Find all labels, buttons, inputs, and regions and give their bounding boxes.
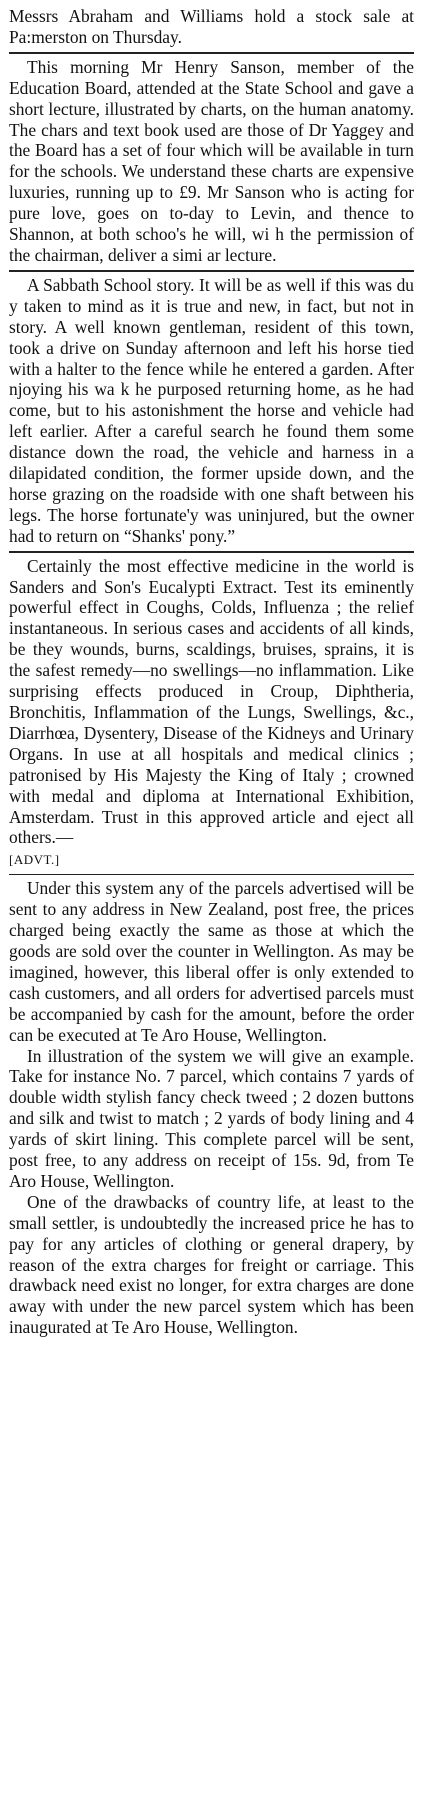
advert-text: Certainly the most effective medicine in the world is Sanders and Son's Eucalypti Extract. Test its eminently powerful effect in Coughs, Colds, Influenza ; the relief instantaneous. In serious cases and accidents of all kinds, be they wounds, burns, scaldings, bruises, sprains, it is the safest remedy—no swellings—no inflammation. Like surprising effects produced in Croup, Diphtheria, Bronchitis, Inflammation of the Lungs, Swellings, &c., Diarrhœa, Dysentery, Disease of the Kidneys and Urinary Organs. In use at all hospitals and medical clinics ; patronised by His Majesty the King of Italy ; crowned with medal and diploma at International Exhibition, Amsterdam. Trust in this approved article and eject all others.— [9,555,414,848]
paragraph-education-board: This morning Mr Henry Sanson, member of the Education Board, attended at the State School and gave a short lecture, illustrated by charts, on the human anatomy. The chars and text book used are those of Dr Yaggey and the Board has a set of four which will be available in turn for the schools. We understand these charts are expensive luxuries, running up to £9. Mr Sanson who is acting for pure love, goes on to-day to Levin, and thence to Shannon, at both schoo's he will, wi h the permission of the chairman, deliver a simi ar lecture. [9,56,414,265]
column-rule [9,270,414,272]
column-rule [9,551,414,553]
advert-tag: [ADVT.] [9,852,60,868]
paragraph-stock-sale: Messrs Abraham and Williams hold a stock sale at Pa:merston on Thursday. [9,6,414,47]
paragraph-parcels-system: Under this system any of the parcels advertised will be sent to any address in New Zealand, post free, the prices charged being exactly the same as those at which the goods are sold over the counter in Wellington. As may be imagined, however, this liberal offer is only extended to cash customers, and all orders for advertised parcels must be accompanied by cash for the amount, before the order can be executed at Te Aro House, Wellington. [9,878,414,1045]
paragraph-country-life: One of the drawbacks of country life, at least to the small settler, is undoubtedly the increased price he has to pay for any articles of clothing or general drapery, by reason of the extra charges for freight or carriage. This drawback need exist no longer, for extra charges are done away with under the new parcel system which has been inaugurated at Te Aro House, Wellington. [9,1191,414,1338]
paragraph-parcel-example: In illustration of the system we will give an example. Take for instance No. 7 parcel, which contains 7 yards of double width stylish fancy check tweed ; 2 dozen buttons and silk and twist to match ; 2 yards of body lining and 4 yards of skirt lining. This complete parcel will be sent, post free, to any address on receipt of 15s. 9d, from Te Aro House, Wellington. [9,1045,414,1191]
column-rule [9,874,414,875]
paragraph-eucalypti-advert [9,556,414,872]
paragraph-sabbath-story: A Sabbath School story. It will be as well if this was du y taken to mind as it is true and new, in fact, but not in story. A well known gentleman, resident of this town, took a drive on Sunday afternoon and left his horse tied with a halter to the fence while he entered a garden. After njoying his wa k he purposed returning home, as he had come, but to his astonishment the horse and vehicle had left earlier. After a careful search he found them some distance down the road, the vehicle and harness in a dilapidated condition, the former upside down, and the horse grazing on the roadside with one shaft between his legs. The horse fortunate'y was uninjured, but the owner had to return on “Shanks' pony.” [9,274,414,546]
column-rule [9,52,414,54]
